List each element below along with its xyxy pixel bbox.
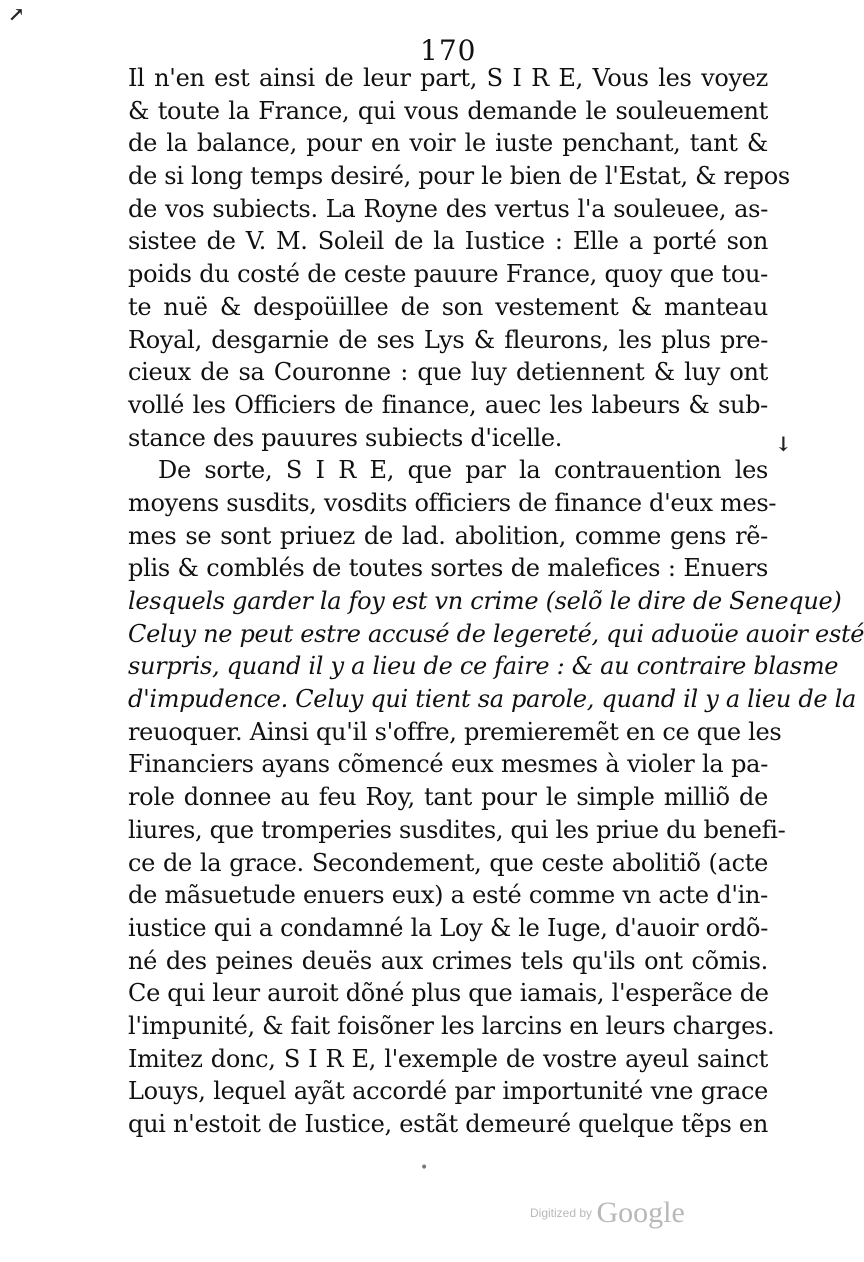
watermark-brand: Google (596, 1196, 685, 1229)
text-line: de vos subiects. La Royne des vertus l'a souleuee, as- (128, 194, 768, 223)
text-line: de mãsuetude enuers eux) a esté comme vn acte d'in- (128, 881, 768, 910)
text-line: te nuë & despoüillee de son vestement & manteau (128, 292, 768, 321)
text-line: Celuy ne peut estre accusé de legereté, qui aduoüe auoir esté (128, 619, 864, 648)
watermark-prefix: Digitized by (530, 1206, 593, 1220)
text-line: de la balance, pour en voir le iuste penchant, tant & (128, 129, 768, 158)
text-line: né des peines deuës aux crimes tels qu'ils ont cõmis. (128, 946, 768, 975)
text-line: reuoquer. Ainsi qu'il s'offre, premieremẽt en ce que les (128, 717, 782, 746)
text-line: Ce qui leur auroit dõné plus que iamais, l'esperãce de (128, 979, 769, 1008)
text-line: Il n'en est ainsi de leur part, S I R E, Vous les voyez (128, 64, 768, 92)
text-line: Imitez donc, S I R E, l'exemple de vostre ayeul sainct (128, 1044, 768, 1073)
text-line: cieux de sa Couronne : que luy detiennent & luy ont (128, 358, 768, 387)
text-line: mes se sont priuez de lad. abolition, comme gens rẽ- (128, 521, 768, 550)
text-line: qui n'estoit de Iustice, estãt demeuré quelque tẽps en (128, 1110, 768, 1138)
corner-mark: ↗ (8, 2, 25, 26)
text-line: poids du costé de ceste pauure France, quoy que tou- (128, 260, 768, 289)
text-line: surpris, quand il y a lieu de ce faire : & au contraire blasme (128, 652, 839, 681)
page-number: 170 (420, 34, 477, 67)
stray-mark: • (420, 1160, 429, 1176)
text-line: ce de la grace. Secondement, que ceste abolitiõ (acte (128, 848, 768, 877)
google-watermark (530, 1196, 685, 1230)
text-line: plis & comblés de toutes sortes de malefices : Enuers (128, 554, 768, 583)
text-line: moyens susdits, vosdits officiers de finance d'eux mes- (128, 488, 777, 517)
text-line: De sorte, S I R E, que par la contrauention les (158, 456, 768, 485)
text-line: liures, que tromperies susdites, qui les priue du benefi- (128, 815, 786, 844)
text-line: & toute la France, qui vous demande le souleuement (128, 96, 768, 125)
text-line: l'impunité, & fait foisõner les larcins en leurs charges. (128, 1011, 775, 1040)
text-line: de si long temps desiré, pour le bien de l'Estat, & repos (128, 162, 790, 191)
body-text (128, 62, 864, 1141)
margin-mark: ↓ (775, 432, 792, 456)
text-line: lesquels garder la foy est vn crime (selõ le dire de Seneque) (128, 587, 842, 615)
text-line: sistee de V. M. Soleil de la Iustice : Elle a porté son (128, 227, 768, 256)
text-line: Royal, desgarnie de ses Lys & fleurons, les plus pre- (128, 325, 768, 354)
text-line: vollé les Officiers de finance, auec les labeurs & sub- (128, 390, 768, 419)
text-line: d'impudence. Celuy qui tient sa parole, quand il y a lieu de la (128, 685, 856, 714)
text-line: Financiers ayans cõmencé eux mesmes à violer la pa- (128, 750, 768, 779)
text-line: stance des pauures subiects d'icelle. (128, 423, 563, 452)
text-line: iustice qui a condamné la Loy & le Iuge, d'auoir ordõ- (128, 913, 768, 942)
text-line: role donnee au feu Roy, tant pour le simple milliõ de (128, 783, 768, 812)
text-line: Louys, lequel ayãt accordé par importunité vne grace (128, 1077, 768, 1106)
